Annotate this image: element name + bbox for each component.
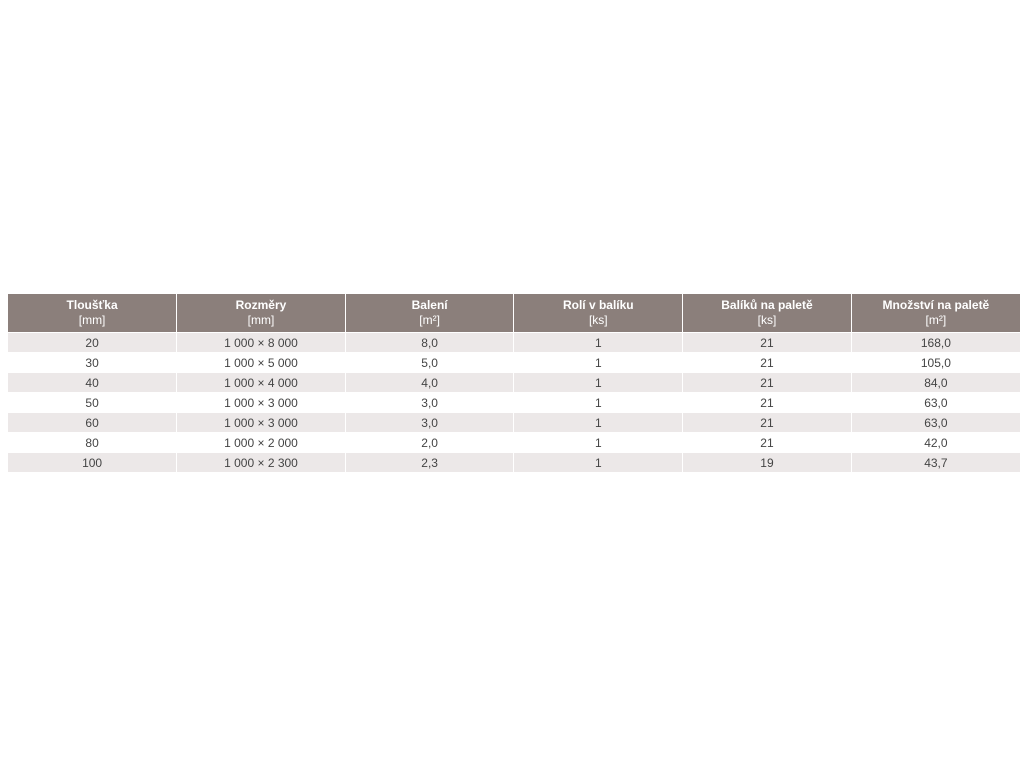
table-cell: 1 — [514, 433, 683, 453]
table-cell: 2,3 — [345, 453, 514, 473]
table-cell: 5,0 — [345, 353, 514, 373]
table-row — [8, 333, 1020, 353]
table-cell: 84,0 — [851, 373, 1020, 393]
table-cell: 168,0 — [851, 333, 1020, 353]
table-cell: 19 — [683, 453, 852, 473]
table-cell: 1 — [514, 353, 683, 373]
table-cell: 63,0 — [851, 413, 1020, 433]
table-cell: 80 — [8, 433, 177, 453]
table-cell: 60 — [8, 413, 177, 433]
table-cell: 1 — [514, 373, 683, 393]
header-label: Rolí v balíku — [562, 298, 634, 312]
table-cell: 43,7 — [851, 453, 1020, 473]
header-unit: [ks] — [757, 313, 777, 327]
table-cell: 4,0 — [345, 373, 514, 393]
table-cell: 21 — [683, 353, 852, 373]
table-cell: 20 — [8, 333, 177, 353]
header-quantity-per-pallet — [851, 294, 1020, 333]
table-cell: 21 — [683, 413, 852, 433]
table-cell: 1 000 × 8 000 — [177, 333, 346, 353]
header-dimensions — [177, 294, 346, 333]
table-cell: 21 — [683, 333, 852, 353]
table-cell: 1 000 × 5 000 — [177, 353, 346, 373]
table-row — [8, 373, 1020, 393]
table-cell: 63,0 — [851, 393, 1020, 413]
table-cell: 3,0 — [345, 413, 514, 433]
table-cell: 105,0 — [851, 353, 1020, 373]
table-cell: 1 — [514, 393, 683, 413]
table-row — [8, 393, 1020, 413]
header-unit: [mm] — [78, 313, 106, 327]
header-label: Množství na paletě — [882, 298, 990, 312]
header-rolls-per-package — [514, 294, 683, 333]
table-cell: 50 — [8, 393, 177, 413]
table-row — [8, 353, 1020, 373]
table-cell: 100 — [8, 453, 177, 473]
table-cell: 42,0 — [851, 433, 1020, 453]
header-packages-per-pallet — [683, 294, 852, 333]
table-cell: 21 — [683, 433, 852, 453]
header-package — [345, 294, 514, 333]
header-label: Tloušťka — [66, 298, 118, 312]
header-thickness — [8, 294, 177, 333]
table-cell: 1 — [514, 413, 683, 433]
table-cell: 1 000 × 2 000 — [177, 433, 346, 453]
table-row — [8, 413, 1020, 433]
table-row — [8, 433, 1020, 453]
table-cell: 1 000 × 3 000 — [177, 413, 346, 433]
table-cell: 1 000 × 3 000 — [177, 393, 346, 413]
header-unit: [ks] — [588, 313, 608, 327]
product-table — [8, 294, 1020, 472]
header-label: Rozměry — [235, 298, 287, 312]
table-cell: 8,0 — [345, 333, 514, 353]
table-cell: 2,0 — [345, 433, 514, 453]
table-row — [8, 453, 1020, 473]
header-unit: [m²] — [925, 313, 947, 327]
table-cell: 1 000 × 2 300 — [177, 453, 346, 473]
table-cell: 1 — [514, 453, 683, 473]
table-body — [8, 333, 1020, 473]
table-cell: 3,0 — [345, 393, 514, 413]
table-cell: 21 — [683, 393, 852, 413]
table-cell: 30 — [8, 353, 177, 373]
table-cell: 21 — [683, 373, 852, 393]
header-label: Balení — [411, 298, 448, 312]
table-header-row — [8, 294, 1020, 333]
table-cell: 1 — [514, 333, 683, 353]
product-table-container — [8, 294, 1020, 472]
header-unit: [mm] — [247, 313, 275, 327]
header-unit: [m²] — [419, 313, 440, 327]
table-cell: 40 — [8, 373, 177, 393]
table-cell: 1 000 × 4 000 — [177, 373, 346, 393]
header-label: Balíků na paletě — [721, 298, 813, 312]
